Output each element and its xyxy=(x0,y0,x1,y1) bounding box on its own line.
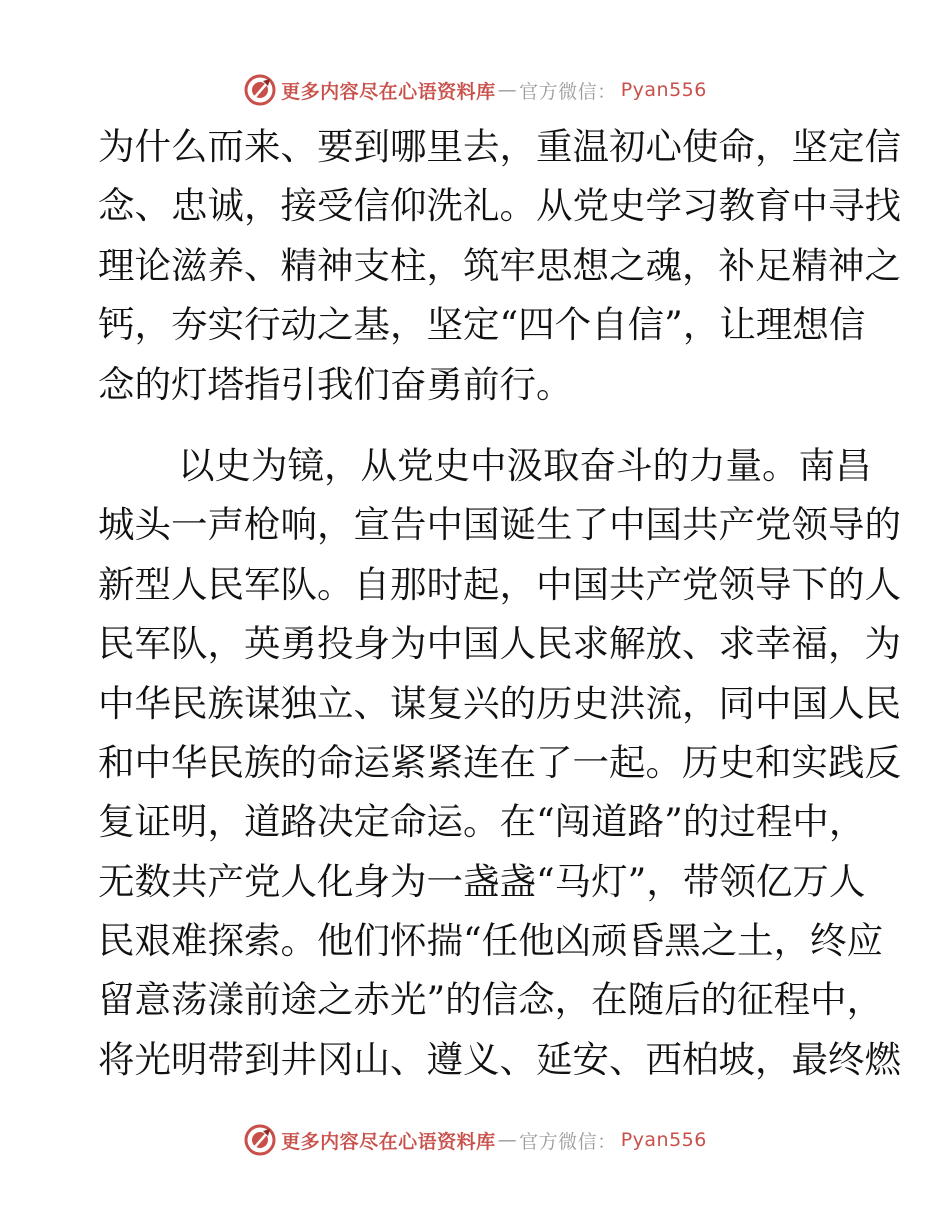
paragraph-1 xyxy=(98,117,901,414)
logo-icon xyxy=(243,73,277,107)
text-line: 中华民族谋独立、谋复兴的历史洪流，同中国人民 xyxy=(98,681,901,725)
text-line: 念、忠诚，接受信仰洗礼。从党史学习教育中寻找 xyxy=(98,184,901,228)
banner-main-text: 更多内容尽在心语资料库 xyxy=(281,1130,496,1153)
text-line: 无数共产党人化身为一盏盏“马灯”，带领亿万人 xyxy=(98,859,866,903)
text-line: 以史为镜，从党史中汲取奋斗的力量。南昌 xyxy=(178,443,872,487)
text-line: 理论滋养、精神支柱，筑牢思想之魂，补足精神之 xyxy=(98,243,901,287)
paragraph-2 xyxy=(98,436,901,1089)
banner-separator: — xyxy=(497,79,518,101)
text-line: 念的灯塔指引我们奋勇前行。 xyxy=(98,362,573,406)
text-line: 民艰难探索。他们怀揣“任他凶顽昏黑之土，终应 xyxy=(98,919,884,963)
text-line: 将光明带到井冈山、遵义、延安、西柏坡，最终燃 xyxy=(98,1037,901,1081)
banner-wechat-label: 官方微信： xyxy=(519,1130,617,1153)
footer-banner xyxy=(0,1120,950,1160)
logo-icon xyxy=(243,1123,277,1157)
text-line: 复证明，道路决定命运。在“闯道路”的过程中， xyxy=(98,800,866,844)
text-line: 为什么而来、要到哪里去，重温初心使命，坚定信 xyxy=(98,125,901,168)
paragraph-gap xyxy=(98,414,848,436)
banner-wechat-label: 官方微信： xyxy=(519,80,617,103)
text-line: 和中华民族的命运紧紧连在了一起。历史和实践反 xyxy=(98,740,901,784)
text-line: 留意荡漾前途之赤光”的信念，在随后的征程中， xyxy=(98,978,884,1022)
header-banner xyxy=(0,70,950,110)
document-body xyxy=(98,117,901,1089)
banner-separator: — xyxy=(497,1129,518,1151)
banner-wechat-id: Pyan556 xyxy=(620,79,707,101)
text-line: 新型人民军队。自那时起，中国共产党领导下的人 xyxy=(98,562,901,606)
text-line: 钙，夯实行动之基，坚定“四个自信”，让理想信 xyxy=(98,303,866,347)
banner-main-text: 更多内容尽在心语资料库 xyxy=(281,80,496,103)
text-line: 民军队，英勇投身为中国人民求解放、求幸福，为 xyxy=(98,622,901,666)
banner-wechat-id: Pyan556 xyxy=(620,1129,707,1151)
text-line: 城头一声枪响，宣告中国诞生了中国共产党领导的 xyxy=(98,503,901,547)
